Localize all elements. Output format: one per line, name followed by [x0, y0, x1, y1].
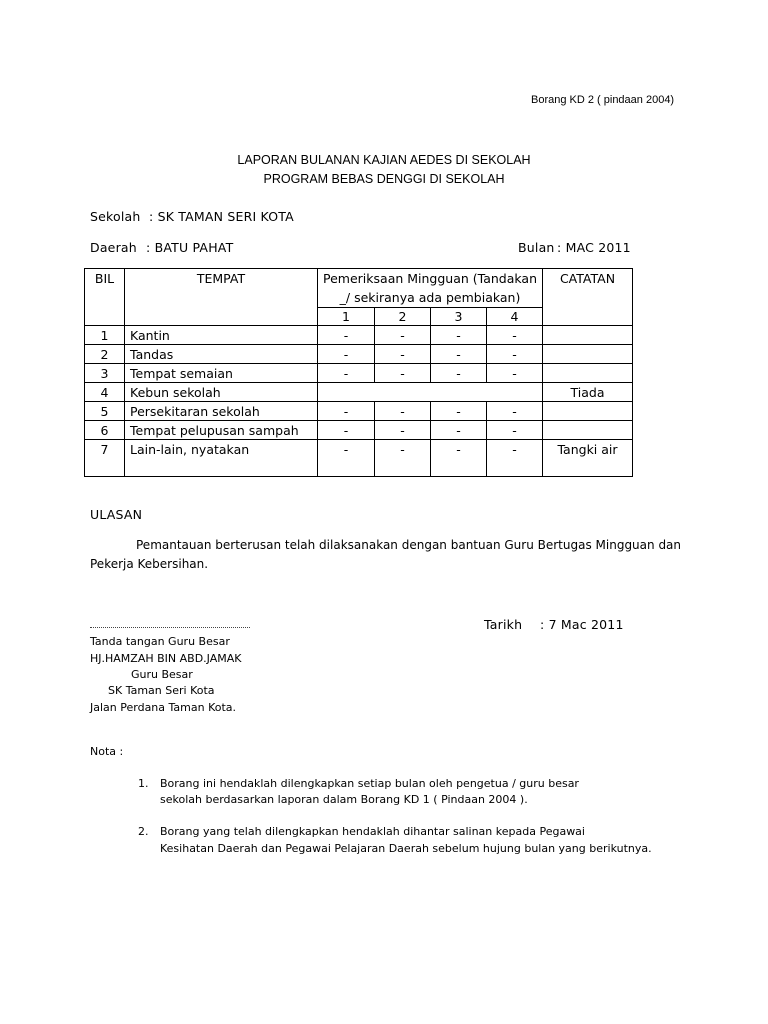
- table-row: [85, 364, 633, 383]
- month-value: : MAC 2011: [557, 240, 631, 255]
- header-week-2: 2: [375, 308, 431, 326]
- school-name: SK Taman Seri Kota: [108, 684, 215, 697]
- signature-caption: Tanda tangan Guru Besar: [90, 635, 230, 648]
- table-row: [85, 402, 633, 421]
- row-number: 5: [85, 402, 125, 421]
- header-weekly-text: Pemeriksaan Mingguan (Tandakan _/ sekiranya ada pembiakan): [323, 271, 537, 305]
- review-heading: ULASAN: [90, 507, 143, 522]
- row-week-2: -: [375, 402, 431, 421]
- row-week-3: -: [431, 326, 487, 345]
- principal-role: Guru Besar: [131, 668, 193, 681]
- school-value: : SK TAMAN SERI KOTA: [149, 209, 294, 224]
- row-note: Tiada: [543, 383, 633, 402]
- row-week-1: -: [318, 421, 375, 440]
- table-row: [85, 383, 633, 402]
- row-note: [543, 421, 633, 440]
- header-place: TEMPAT: [125, 269, 318, 326]
- review-text-line-2: Pekerja Kebersihan.: [90, 557, 209, 571]
- row-note: [543, 326, 633, 345]
- table-row: [85, 326, 633, 345]
- row-week-2: -: [375, 326, 431, 345]
- row-note: [543, 402, 633, 421]
- school-address: Jalan Perdana Taman Kota.: [90, 701, 237, 714]
- notes-heading: Nota :: [90, 745, 124, 758]
- row-week-1: -: [318, 440, 375, 477]
- title-line-1: LAPORAN BULANAN KAJIAN AEDES DI SEKOLAH: [237, 153, 531, 167]
- header-weekly-inspection: [318, 269, 543, 308]
- header-bil: BIL: [85, 269, 125, 326]
- note-2-line-2: Kesihatan Daerah dan Pegawai Pelajaran Daerah sebelum hujung bulan yang berikutnya.: [160, 842, 652, 855]
- row-week-1: -: [318, 345, 375, 364]
- row-weeks-merged: [318, 383, 543, 402]
- note-1-line-1: Borang ini hendaklah dilengkapkan setiap bulan oleh pengetua / guru besar: [160, 777, 579, 790]
- row-number: 7: [85, 440, 125, 477]
- row-week-2: -: [375, 440, 431, 477]
- row-number: 2: [85, 345, 125, 364]
- row-note: [543, 364, 633, 383]
- note-2-line-1: Borang yang telah dilengkapkan hendaklah dihantar salinan kepada Pegawai: [160, 825, 585, 838]
- row-week-1: -: [318, 364, 375, 383]
- row-place: Lain-lain, nyatakan: [125, 440, 318, 477]
- row-place: Tempat pelupusan sampah: [125, 421, 318, 440]
- district-label: Daerah: [90, 240, 137, 255]
- note-1-number: 1.: [138, 777, 149, 790]
- title-line-2: PROGRAM BEBAS DENGGI DI SEKOLAH: [263, 172, 505, 186]
- row-week-4: -: [487, 345, 543, 364]
- row-number: 4: [85, 383, 125, 402]
- row-place: Kantin: [125, 326, 318, 345]
- row-week-4: -: [487, 364, 543, 383]
- row-week-1: -: [318, 326, 375, 345]
- school-label: Sekolah: [90, 209, 141, 224]
- row-week-2: -: [375, 345, 431, 364]
- row-place: Kebun sekolah: [125, 383, 318, 402]
- table-row: [85, 440, 633, 477]
- principal-name: HJ.HAMZAH BIN ABD.JAMAK: [90, 652, 242, 665]
- row-place: Tempat semaian: [125, 364, 318, 383]
- row-week-4: -: [487, 421, 543, 440]
- row-place: Tandas: [125, 345, 318, 364]
- row-week-3: -: [431, 402, 487, 421]
- form-code: Borang KD 2 ( pindaan 2004): [531, 94, 675, 106]
- row-week-4: -: [487, 326, 543, 345]
- review-text-line-1: Pemantauan berterusan telah dilaksanakan dengan bantuan Guru Bertugas Mingguan dan: [136, 538, 682, 552]
- table-row: [85, 345, 633, 364]
- row-week-2: -: [375, 421, 431, 440]
- row-week-4: -: [487, 440, 543, 477]
- header-week-3: 3: [431, 308, 487, 326]
- header-week-1: 1: [318, 308, 375, 326]
- row-week-3: -: [431, 345, 487, 364]
- row-note: Tangki air: [543, 440, 633, 477]
- row-place: Persekitaran sekolah: [125, 402, 318, 421]
- row-week-3: -: [431, 421, 487, 440]
- date-label: Tarikh: [484, 617, 523, 632]
- row-week-4: -: [487, 402, 543, 421]
- row-number: 3: [85, 364, 125, 383]
- row-number: 6: [85, 421, 125, 440]
- weekly-inspection-table: [84, 268, 633, 477]
- row-week-3: -: [431, 364, 487, 383]
- date-value: : 7 Mac 2011: [540, 617, 624, 632]
- note-2-number: 2.: [138, 825, 149, 838]
- row-week-1: -: [318, 402, 375, 421]
- district-value: : BATU PAHAT: [146, 240, 234, 255]
- table-row: [85, 421, 633, 440]
- month-label: Bulan: [518, 240, 555, 255]
- row-note: [543, 345, 633, 364]
- row-week-3: -: [431, 440, 487, 477]
- row-week-2: -: [375, 364, 431, 383]
- header-week-4: 4: [487, 308, 543, 326]
- note-1-line-2: sekolah berdasarkan laporan dalam Borang KD 1 ( Pindaan 2004 ).: [160, 793, 528, 806]
- signature-line: [90, 627, 250, 628]
- header-notes: CATATAN: [543, 269, 633, 326]
- row-number: 1: [85, 326, 125, 345]
